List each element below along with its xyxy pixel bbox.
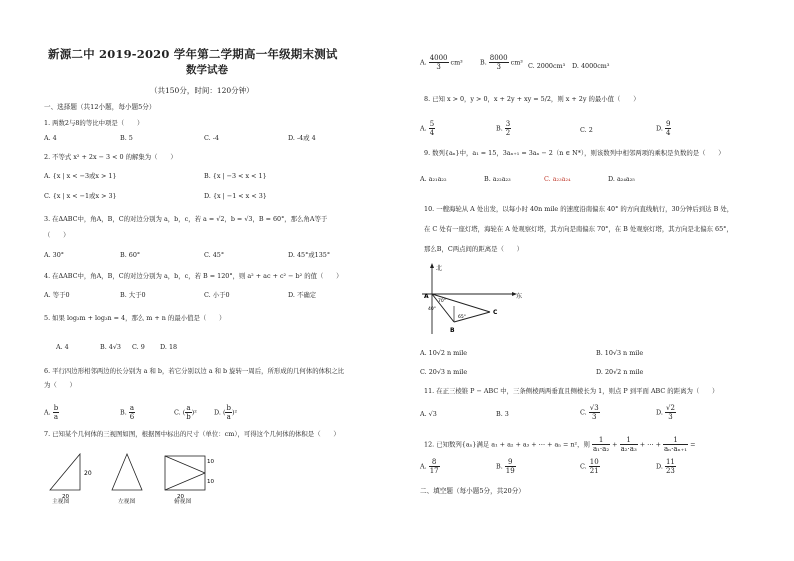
q12-option-b: B. $\frac{9}{19}$: [496, 458, 515, 475]
q2-option-d: D. {x | −1 < x < 3}: [204, 192, 267, 200]
q7-side-view-label: 左视图: [118, 499, 136, 505]
q11-stem: 11. 在正三棱锥 P − ABC 中，三条侧棱两两垂直且侧棱长为 1，则点 P 到平面 ABC 的距离为（ ）: [424, 387, 719, 395]
q12-option-a: A. $\frac{8}{17}$: [420, 458, 439, 475]
q10-option-b: B. 10√3 n mile: [596, 349, 644, 357]
q4-option-d: D. 不确定: [288, 291, 317, 299]
side-view-triangle: [112, 454, 142, 490]
front-view-triangle: [50, 454, 80, 490]
q3-stem-cont: （ ）: [44, 231, 70, 239]
north-label: 北: [436, 265, 443, 272]
q6-stem-cont: 为（ ）: [44, 381, 76, 389]
q2-stem: 2. 不等式 x² + 2x − 3 < 0 的解集为（ ）: [44, 153, 177, 161]
q5-stem: 5. 如果 log₃m + log₃n = 4，那么 m + n 的最小值是（ ）: [44, 314, 226, 322]
q6-option-a: A. $\frac{b}{a}$: [44, 404, 59, 421]
q2-option-b: B. {x | −3 < x < 1}: [204, 172, 267, 180]
top-view-dim-lower: 10: [207, 479, 214, 485]
east-label: 东: [516, 293, 523, 300]
q7-option-d: D. 4000cm³: [572, 62, 610, 70]
q2-option-a: A. {x | x < −3或x > 1}: [44, 172, 117, 180]
q11-option-a: A. √3: [420, 410, 437, 418]
top-view-diagonal-1: [165, 456, 205, 473]
top-view-dim-upper: 10: [207, 459, 214, 465]
q12-stem: 12. 已知数列{aₙ}满足 a₁ + a₂ + a₃ + ⋯ + aₙ = n²，则 $\frac{1}{\text{a₁·a₂}}$ + $\frac{1}{\text{a₂·a₃}}$ + ⋯ + $\frac{1}{\text{aₙ·aₙ₊₁}}$ =: [424, 436, 696, 453]
section-heading-fill: 二、填空题（每小题5分，共20分）: [420, 487, 525, 495]
point-a-label: A: [424, 293, 429, 300]
q7-option-b: B. $\frac{8000}{3}$ cm³: [480, 54, 523, 71]
exam-meta: （共150分，时间：120分钟）: [150, 86, 254, 95]
q7-three-views-figure: [40, 442, 240, 502]
q10-navigation-figure: [420, 260, 530, 340]
front-view-height-label: 20: [84, 470, 92, 477]
q9-option-c: C. a₂₃a₂₄: [544, 175, 571, 183]
q6-stem: 6. 平行四边形相邻两边的长分别为 a 和 b，若它分别以边 a 和 b 旋转一周后，所形成的几何体的体积之比: [44, 367, 345, 375]
point-c-label: C: [493, 309, 498, 316]
q8-option-c: C. 2: [580, 126, 593, 134]
q1-option-a: A. 4: [44, 134, 57, 142]
point-b-label: B: [450, 327, 455, 334]
q10-option-a: A. 10√2 n mile: [420, 349, 468, 357]
q8-option-d: D. $\frac{9}{4}$: [656, 120, 671, 137]
q6-option-c: C. ( $\frac{a}{b}$ )²: [174, 404, 197, 421]
q5-option-b: B. 4√3: [100, 343, 121, 351]
q3-option-d: D. 45°或135°: [288, 251, 331, 259]
q10-option-c: C. 20√3 n mile: [420, 368, 468, 376]
top-view-width-label: 20: [177, 494, 184, 500]
q3-option-b: B. 60°: [120, 251, 141, 259]
q7-stem: 7. 已知某个几何体的三视图如图，根据图中标出的尺寸（单位：cm），可得这个几何体的体积是（ ）: [44, 430, 340, 438]
angle-40-label: 40°: [428, 307, 436, 312]
q7-top-view-label: 俯视图: [174, 499, 192, 505]
q1-stem: 1. 两数2与8的等比中项是（ ）: [44, 119, 144, 127]
exam-subtitle: 数学试卷: [186, 64, 228, 76]
left-column: [40, 0, 392, 561]
q4-stem: 4. 在ΔABC中，角A，B，C的对边分别为 a，b，c，若 B = 120°，则 a² + ac + c² − b² 的值（ ）: [44, 272, 343, 280]
q5-option-c: C. 9: [132, 343, 145, 351]
q8-stem: 8. 已知 x > 0，y > 0，x + 2y + xy = 5/2，则 x + 2y 的最小值（ ）: [424, 95, 640, 103]
q2-option-c: C. {x | x < −1或x > 3}: [44, 192, 117, 200]
exam-title: 新源二中 2019-2020 学年第二学期高一年级期末测试: [48, 47, 338, 61]
q10-stem-line3: 那么B，C两点间的距离是（ ）: [424, 245, 524, 253]
q4-option-b: B. 大于0: [120, 291, 146, 299]
angle-70-label: 70°: [438, 299, 446, 304]
q5-option-d: D. 18: [160, 343, 178, 351]
q7-front-view-label: 主视图: [52, 499, 70, 505]
q8-option-a: A. $\frac{5}{4}$: [420, 120, 435, 137]
top-view-diagonal-2: [165, 473, 205, 490]
q1-option-c: C. -4: [204, 134, 219, 142]
q7-option-a: A. $\frac{4000}{3}$ cm³: [420, 54, 463, 71]
q9-option-d: D. a₂₄a₂₅: [608, 175, 635, 183]
q10-stem-line1: 10. 一艘海轮从 A 处出发，以每小时 40n mile 的速度沿南偏东 40° 的方向直线航行，30分钟后到达 B 处，: [424, 205, 734, 213]
right-column: [420, 0, 760, 561]
q6-option-b: B. $\frac{a}{6}$: [120, 404, 135, 421]
q9-stem: 9. 数列{aₙ}中，a₁ = 15，3aₙ₊₁ = 3aₙ − 2（n ∈ N*），则该数列中相邻两项的乘积是负数的是（ ）: [424, 149, 725, 157]
front-view-width-label: 20: [62, 494, 69, 500]
north-arrow: [430, 263, 434, 268]
q11-option-d: D. $\frac{√2}{3}$: [656, 404, 675, 421]
q11-option-c: C. $\frac{√3}{3}$: [580, 404, 599, 421]
q5-option-a: A. 4: [56, 343, 69, 351]
q1-option-b: B. 5: [120, 134, 133, 142]
q10-option-d: D. 20√2 n mile: [596, 368, 644, 376]
q6-option-d: D. ( $\frac{b}{a}$ )²: [214, 404, 238, 421]
q10-stem-line2: 在 C 处有一座灯塔，海轮在 A 处观察灯塔，其方向是南偏东 70°，在 B 处观察灯塔，其方向是北偏东 65°，: [424, 225, 733, 233]
q9-option-b: B. a₂₂a₂₃: [484, 175, 511, 183]
q7-option-c: C. 2000cm³: [528, 62, 566, 70]
q3-stem: 3. 在ΔABC中，角A，B，C的对边分别为 a，b，c，若 a = √2，b = √3，B = 60°，那么角A等于: [44, 215, 328, 223]
q4-option-a: A. 等于0: [44, 291, 70, 299]
q9-option-a: A. a₂₁a₂₂: [420, 175, 447, 183]
q12-option-d: D. $\frac{11}{23}$: [656, 458, 675, 475]
q8-option-b: B. $\frac{3}{2}$: [496, 120, 511, 137]
q12-option-c: C. $\frac{10}{21}$: [580, 458, 599, 475]
q4-option-c: C. 小于0: [204, 291, 230, 299]
top-view-rect: [165, 456, 205, 490]
q1-option-d: D. -4或 4: [288, 134, 316, 142]
q3-option-c: C. 45°: [204, 251, 225, 259]
section-heading-choice: 一、选择题（共12小题，每小题5分）: [44, 103, 156, 111]
q3-option-a: A. 30°: [44, 251, 65, 259]
q11-option-b: B. 3: [496, 410, 509, 418]
angle-65-label: 65°: [458, 315, 466, 320]
